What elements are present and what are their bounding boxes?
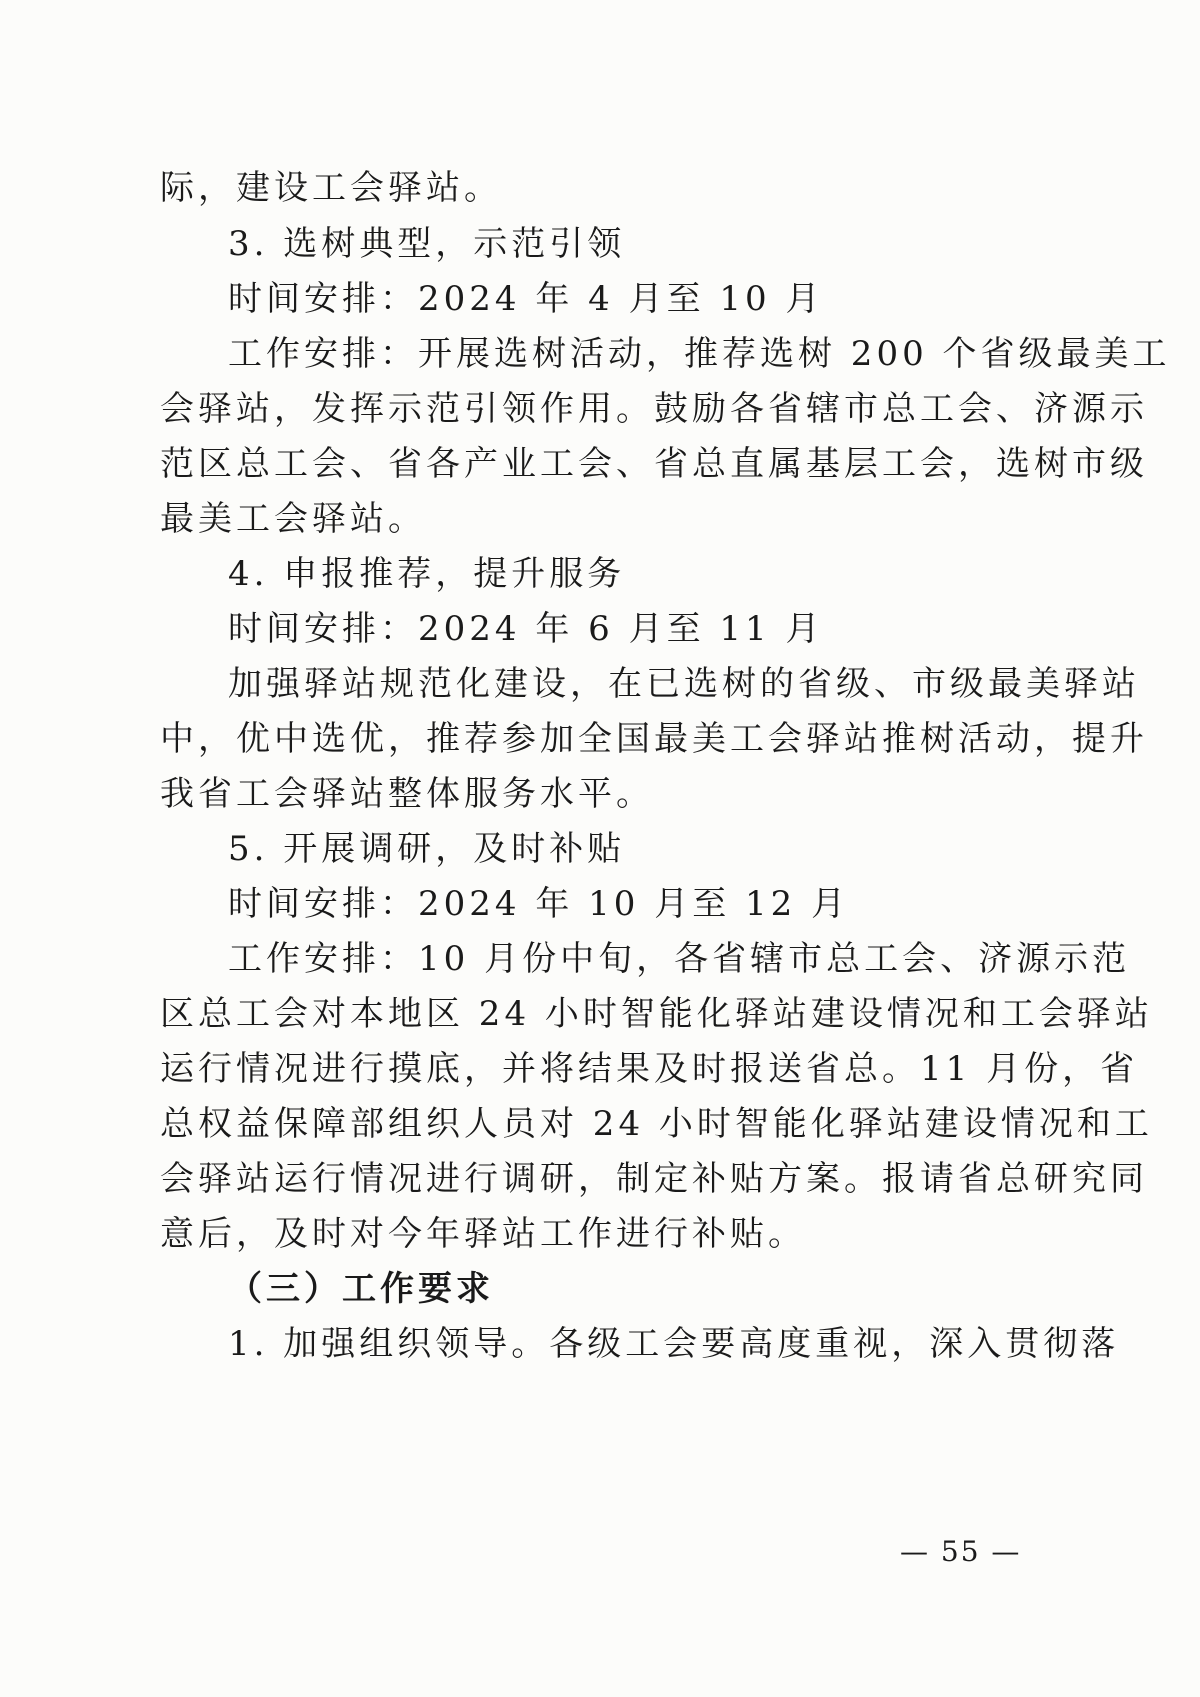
schedule-line: 时间安排：2024 年 4 月至 10 月 (228, 279, 824, 319)
body-text-line: 加强驿站规范化建设，在已选树的省级、市级最美驿站 (228, 664, 1140, 704)
body-text-line: 会驿站运行情况进行调研，制定补贴方案。报请省总研究同 (160, 1159, 1148, 1199)
body-text-line: 我省工会驿站整体服务水平。 (160, 774, 654, 814)
body-text-line: 范区总工会、省各产业工会、省总直属基层工会，选树市级 (160, 444, 1148, 484)
body-text-line: 1. 加强组织领导。各级工会要高度重视，深入贯彻落 (228, 1324, 1120, 1364)
item-heading-5: 5. 开展调研，及时补贴 (228, 829, 626, 869)
body-text-line: 中，优中选优，推荐参加全国最美工会驿站推树活动，提升 (160, 719, 1148, 759)
body-text-line: 会驿站，发挥示范引领作用。鼓励各省辖市总工会、济源示 (160, 389, 1148, 429)
body-text-line: 工作安排：开展选树活动，推荐选树 200 个省级最美工 (228, 334, 1171, 374)
body-text-line: 工作安排：10 月份中旬，各省辖市总工会、济源示范 (228, 939, 1131, 979)
body-text-line: 最美工会驿站。 (160, 499, 426, 539)
schedule-line: 时间安排：2024 年 6 月至 11 月 (228, 609, 824, 649)
schedule-line: 时间安排：2024 年 10 月至 12 月 (228, 884, 850, 924)
item-heading-4: 4. 申报推荐，提升服务 (228, 554, 626, 594)
body-text-line: 区总工会对本地区 24 小时智能化驿站建设情况和工会驿站 (160, 994, 1153, 1034)
body-text-line: 运行情况进行摸底，并将结果及时报送省总。11 月份，省 (160, 1049, 1139, 1089)
body-text-line: 意后，及时对今年驿站工作进行补贴。 (160, 1214, 806, 1254)
item-heading-3: 3. 选树典型，示范引领 (228, 224, 626, 264)
page-number: — 55 — (900, 1535, 1022, 1568)
body-text-line: 际，建设工会驿站。 (160, 168, 502, 208)
section-heading: （三）工作要求 (228, 1269, 494, 1309)
body-text-line: 总权益保障部组织人员对 24 小时智能化驿站建设情况和工 (160, 1104, 1153, 1144)
